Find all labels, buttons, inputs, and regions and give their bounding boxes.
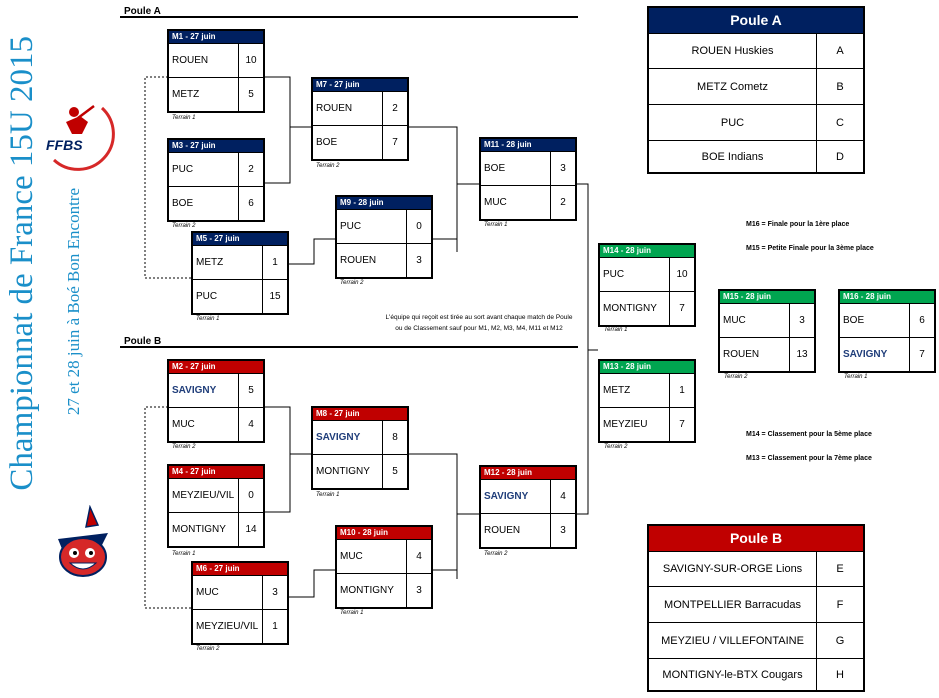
match-row (600, 291, 694, 325)
team-score: 4 (550, 480, 575, 513)
team-score: 15 (262, 280, 287, 313)
team-score: 6 (909, 304, 934, 337)
team-name: MUC (172, 419, 195, 430)
team-name: MUC (340, 551, 363, 562)
pool-team-name: SAVIGNY-SUR-ORGE Lions (662, 563, 803, 575)
team-name: MUC (196, 587, 219, 598)
team-name: MONTIGNY (316, 466, 370, 477)
connector-m1-m3 (264, 77, 290, 183)
terrain-label: Terrain 2 (724, 374, 748, 380)
pool-a-header: Poule A (124, 6, 161, 17)
match-m10 (335, 525, 433, 609)
match-row (337, 243, 431, 277)
terrain-label: Terrain 1 (484, 222, 508, 228)
team-score: 13 (789, 338, 814, 371)
match-row (313, 454, 407, 488)
team-name: MONTIGNY (603, 303, 657, 314)
match-row (169, 407, 263, 441)
team-name: SAVIGNY (843, 349, 888, 360)
match-m15 (718, 289, 816, 373)
match-m11 (479, 137, 577, 221)
connector-m2-m4 (264, 407, 290, 512)
ffbs-logo-text: FFBS (46, 137, 83, 153)
match-m2 (167, 359, 265, 443)
team-score: 7 (669, 408, 694, 441)
pool-team-row (649, 104, 863, 140)
terrain-label: Terrain 1 (844, 374, 868, 380)
match-row (481, 151, 575, 185)
match-m7 (311, 77, 409, 161)
team-score: 3 (550, 152, 575, 185)
terrain-label: Terrain 2 (196, 646, 220, 652)
team-name: MEYZIEU/VIL (196, 621, 259, 632)
pool-b-header: Poule B (124, 336, 162, 347)
team-name: METZ (172, 89, 200, 100)
connector-m5-m9 (288, 239, 336, 264)
team-score: 2 (382, 92, 407, 125)
team-name: ROUEN (340, 255, 377, 266)
note-m13: M13 = Classement pour la 7ème place (746, 455, 872, 462)
match-row (337, 209, 431, 243)
match-row (481, 479, 575, 513)
pool-team-name: ROUEN Huskies (691, 45, 774, 57)
team-name: MEYZIEU (603, 419, 648, 430)
team-score: 3 (406, 574, 431, 607)
team-name: MUC (484, 197, 507, 208)
terrain-label: Terrain 2 (484, 551, 508, 557)
team-score: 10 (669, 258, 694, 291)
team-score: 4 (406, 540, 431, 573)
terrain-label: Terrain 2 (604, 444, 628, 450)
connector-m6-m10 (288, 570, 336, 597)
team-name: BOE (172, 198, 194, 209)
note-m16: M16 = Finale pour la 1ère place (746, 221, 850, 228)
pool-team-name: MONTIGNY-le-BTX Cougars (662, 668, 803, 681)
team-name: MONTIGNY (340, 585, 394, 596)
team-name: MONTIGNY (172, 524, 226, 535)
team-score: 8 (382, 421, 407, 454)
pool-team-code: H (816, 659, 863, 690)
terrain-label: Terrain 2 (172, 223, 196, 229)
team-score: 3 (262, 576, 287, 609)
match-row (337, 573, 431, 607)
match-row (193, 245, 287, 279)
pool-team-row (649, 33, 863, 68)
team-name: SAVIGNY (172, 385, 217, 396)
match-header: M15 - 28 juin (720, 291, 814, 303)
pool-team-name: MONTPELLIER Barracudas (664, 598, 801, 611)
match-m13 (598, 359, 696, 443)
terrain-label: Terrain 1 (196, 316, 220, 322)
team-name: PUC (196, 291, 218, 302)
match-row (720, 303, 814, 337)
team-name: BOE (843, 315, 865, 326)
team-score: 14 (238, 513, 263, 546)
match-header: M3 - 27 juin (169, 140, 263, 152)
pool-team-code: D (816, 141, 863, 172)
team-score: 4 (238, 408, 263, 441)
match-row (193, 575, 287, 609)
pool-team-code: A (816, 34, 863, 68)
pool-team-name: METZ Cometz (697, 80, 768, 93)
team-name: METZ (196, 257, 224, 268)
match-header: M6 - 27 juin (193, 563, 287, 575)
connector-m12-classement (576, 350, 588, 514)
info-text (362, 312, 596, 334)
match-m6 (191, 561, 289, 645)
match-m3 (167, 138, 265, 222)
pool-b-table-header: Poule B (649, 526, 863, 551)
match-header: M16 - 28 juin (840, 291, 934, 303)
match-row (169, 77, 263, 111)
match-header: M1 - 27 juin (169, 31, 263, 43)
team-score: 7 (909, 338, 934, 371)
team-name: ROUEN (172, 55, 209, 66)
team-score: 7 (382, 126, 407, 159)
team-score: 3 (406, 244, 431, 277)
team-score: 1 (262, 246, 287, 279)
pool-team-code: F (816, 587, 863, 622)
pool-b-table (647, 524, 865, 692)
team-name: BOE (484, 163, 506, 174)
team-score: 1 (262, 610, 287, 643)
match-row (600, 257, 694, 291)
pool-team-row (649, 140, 863, 172)
pool-team-name: BOE Indians (701, 150, 764, 163)
team-score: 2 (238, 153, 263, 186)
team-score: 5 (238, 78, 263, 111)
page-title: Championnat de France 15U 2015 (3, 36, 40, 491)
pool-team-code: E (816, 552, 863, 586)
team-score: 5 (382, 455, 407, 488)
match-row (313, 125, 407, 159)
pool-team-row (649, 586, 863, 622)
terrain-label: Terrain 2 (316, 163, 340, 169)
info-line-2: ou de Classement sauf pour M1, M2, M3, M4, M11 et M12 (395, 325, 563, 332)
info-line-1: L'équipe qui reçoit est tirée au sort avant chaque match de Poule (385, 314, 573, 321)
match-row (193, 609, 287, 643)
match-row (169, 478, 263, 512)
pool-team-row (649, 551, 863, 586)
team-score: 10 (238, 44, 263, 77)
team-name: ROUEN (316, 103, 353, 114)
match-row (840, 303, 934, 337)
pool-team-row (649, 658, 863, 690)
note-m15: M15 = Petite Finale pour la 3ème place (746, 245, 874, 252)
terrain-label: Terrain 1 (172, 551, 196, 557)
match-m16 (838, 289, 936, 373)
note-m14: M14 = Classement pour la 5ème place (746, 431, 872, 438)
match-row (840, 337, 934, 371)
match-header: M5 - 27 juin (193, 233, 287, 245)
match-header: M10 - 28 juin (337, 527, 431, 539)
match-header: M8 - 27 juin (313, 408, 407, 420)
match-m12 (479, 465, 577, 549)
page-subtitle: 27 et 28 juin à Boé Bon Encontre (64, 188, 83, 416)
match-row (481, 185, 575, 219)
pool-a-table (647, 6, 865, 174)
match-header: M7 - 27 juin (313, 79, 407, 91)
pool-team-row (649, 622, 863, 658)
match-header: M14 - 28 juin (600, 245, 694, 257)
match-header: M4 - 27 juin (169, 466, 263, 478)
terrain-label: Terrain 2 (172, 444, 196, 450)
match-row (600, 407, 694, 441)
match-row (169, 373, 263, 407)
match-row (193, 279, 287, 313)
team-score: 3 (550, 514, 575, 547)
match-row (169, 43, 263, 77)
match-row (481, 513, 575, 547)
match-m8 (311, 406, 409, 490)
team-name: SAVIGNY (316, 432, 361, 443)
team-score: 5 (238, 374, 263, 407)
team-name: ROUEN (723, 349, 760, 360)
match-row (169, 186, 263, 220)
team-name: PUC (172, 164, 194, 175)
team-score: 7 (669, 292, 694, 325)
match-m1 (167, 29, 265, 113)
team-score: 6 (238, 187, 263, 220)
match-m5 (191, 231, 289, 315)
team-name: MEYZIEU/VIL (172, 490, 235, 501)
terrain-label: Terrain 1 (340, 610, 364, 616)
match-row (169, 152, 263, 186)
pool-team-name: PUC (720, 116, 745, 129)
match-row (313, 91, 407, 125)
pool-team-name: MEYZIEU / VILLEFONTAINE (661, 634, 804, 647)
team-name: METZ (603, 385, 631, 396)
pool-team-row (649, 68, 863, 104)
pool-a-table-header: Poule A (649, 8, 863, 33)
team-score: 1 (669, 374, 694, 407)
team-score: 0 (238, 479, 263, 512)
match-header: M11 - 28 juin (481, 139, 575, 151)
terrain-label: Terrain 1 (172, 115, 196, 121)
team-name: ROUEN (484, 525, 521, 536)
terrain-label: Terrain 2 (340, 280, 364, 286)
pool-team-code: G (816, 623, 863, 658)
team-name: PUC (603, 269, 625, 280)
match-row (313, 420, 407, 454)
team-score: 2 (550, 186, 575, 219)
match-row (600, 373, 694, 407)
match-m9 (335, 195, 433, 279)
pool-team-code: B (816, 69, 863, 104)
team-name: PUC (340, 221, 362, 232)
match-m4 (167, 464, 265, 548)
team-name: BOE (316, 137, 338, 148)
pool-team-code: C (816, 105, 863, 140)
team-name: MUC (723, 315, 746, 326)
match-header: M12 - 28 juin (481, 467, 575, 479)
terrain-label: Terrain 1 (604, 327, 628, 333)
match-row (169, 512, 263, 546)
terrain-label: Terrain 1 (316, 492, 340, 498)
match-row (720, 337, 814, 371)
match-header: M2 - 27 juin (169, 361, 263, 373)
match-header: M13 - 28 juin (600, 361, 694, 373)
team-score: 0 (406, 210, 431, 243)
team-score: 3 (789, 304, 814, 337)
team-name: SAVIGNY (484, 491, 529, 502)
match-m14 (598, 243, 696, 327)
match-header: M9 - 28 juin (337, 197, 431, 209)
match-row (337, 539, 431, 573)
